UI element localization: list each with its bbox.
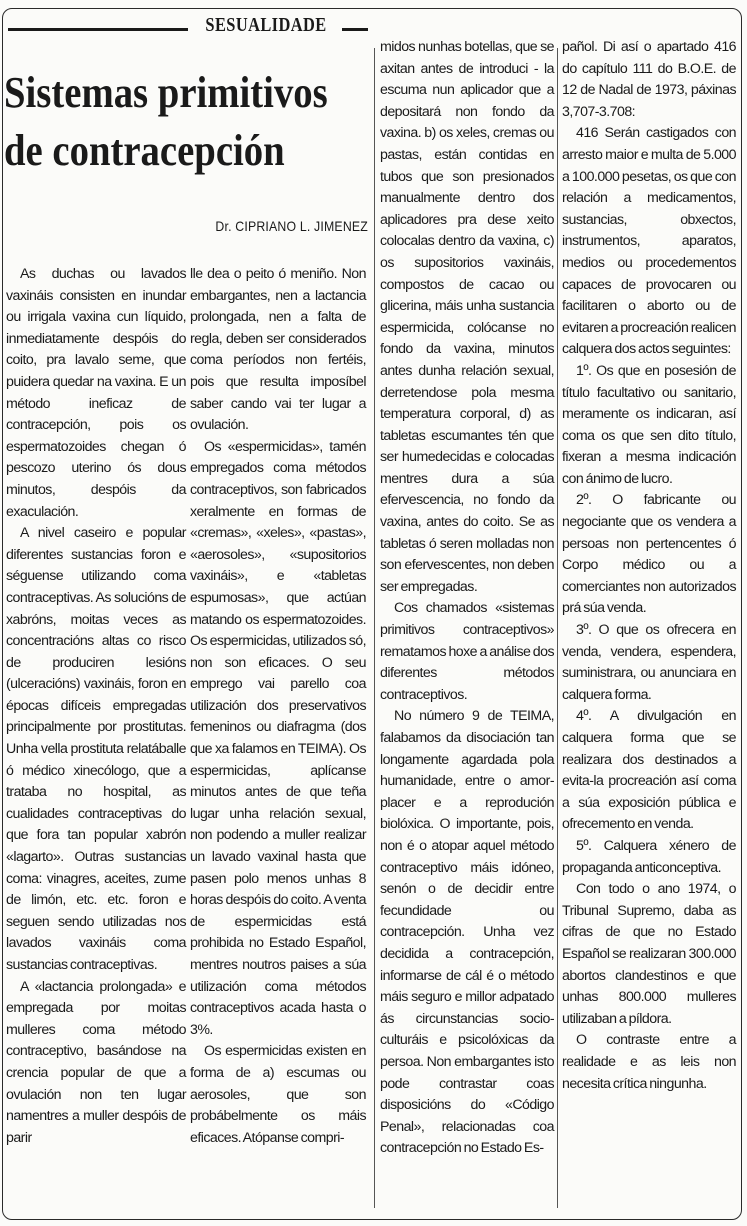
paragraph: Cos chamados «sistemas primitivos contraceptivos» rematamos hoxe a análise dos diferentes métodos contraceptivos. xyxy=(380,600,554,703)
paragraph: 2º. O fabricante ou negociante que os vendera a persoas non pertencentes ó Corpo médico ou a comerciantes non autorizados prá súa venda. xyxy=(562,492,736,617)
paragraph: A nivel caseiro e popular diferentes sustancias foron e séguense utilizando coma contraceptivas. As solucións de xabróns, moitas veces as concentracións altas co risco de produciren lesións (ulceracións) vaxináis, foron en épocas difíceis empregadas principalmente por prostitutas. Unha vella prostituta relatáballe ó médico xinecólogo, que a trataba no hospital, as cualidades contraceptivas do que fora tan popular xabrón «lagarto». Outras sustancias coma: vinagres, aceites, zume de limón, etc. etc. foron e seguen sendo utilizadas nos lavados vaxináis coma sustancias contraceptivas. xyxy=(6,525,186,973)
column-divider xyxy=(557,48,558,1208)
text-column-2 xyxy=(190,264,366,1149)
paragraph: pañol. Di así o apartado 416 do capítulo 111 do B.O.E. de 12 de Nadal de 1973, páxinas 3,707-3.708: xyxy=(562,39,736,120)
paragraph: Os espermicidas existen en forma de a) escumas ou aerosoles, que son probábelmente os máis eficaces. Atópanse compri- xyxy=(190,1043,366,1146)
paragraph: Con todo o ano 1974, o Tribunal Supremo, daba as cifras de que no Estado Español se realizaran 300.000 abortos clandestinos e que unhas 800.000 mulleres utilizaban a píldora. xyxy=(562,881,736,1027)
section-header xyxy=(0,6,372,46)
headline-line-1: Sistemas primitivos xyxy=(4,68,328,117)
paragraph: 5º. Calquera xénero de propaganda anticonceptiva. xyxy=(562,837,736,876)
paragraph: midos nunhas botellas, que se axitan antes de introduci - la escuma nun aplicador que a depositará non fondo da vaxina. b) os xeles, cremas ou pastas, están contidas en tubos que son presionados manualmente dentro dos aplicadores pra dese xeito colocalas dentro da vaxina, c) os supositorios vaxináis, compostos de cacao ou glicerina, máis unha sustancia espermicida, colócanse no fondo da vaxina, minutos antes dunha relación sexual, derretendose pola mesma temperatura corporal, d) as tabletas escumantes tén que ser humedecidas e colocadas mentres dura a súa efervescencia, no fondo da vaxina, antes do coito. Se as tabletas ó seren molladas non son efervescentes, non deben ser empregadas. xyxy=(380,39,554,595)
paragraph: 4º. A divulgación en calquera forma que se realizara dos destinados a evita-la procreación así coma a súa exposición pública e ofrecemento en venda. xyxy=(562,708,736,833)
paragraph: 416 Serán castigados con arresto maior e multa de 5.000 a 100.000 pesetas, os que con relación a medicamentos, sustancias, obxectos, instrumentos, aparatos, medios ou procedementos capaces de provocaren ou facilitaren o aborto ou de evitaren a procreación realicen calquera dos actos seguintes: xyxy=(562,125,736,358)
section-rule-left xyxy=(8,28,188,31)
text-column-1 xyxy=(6,264,186,1149)
section-rule-right xyxy=(342,28,368,31)
author-byline: Dr. CIPRIANO L. JIMENEZ xyxy=(215,218,368,234)
paragraph: As duchas ou lavados vaxináis consisten en inundar ou irrigala vaxina cun líquido, inmediatamente despóis do coito, pra lavalo seme, que puidera quedar na vaxina. E un método ineficaz de contracepción, pois os espermatozoides chegan ó pescozo uterino ós dous minutos, despóis da exaculación. xyxy=(6,266,186,520)
paragraph: O contraste entre a realidade e as leis non necesita crítica ningunha. xyxy=(562,1032,736,1092)
article-headline xyxy=(4,64,330,180)
paragraph: lle dea o peito ó meniño. Non embargantes, nen a lactancia prolongada, nen a falta de regla, deben ser considerados coma períodos non fertéis, pois que resulta imposíbel saber cando vai ter lugar a ovulación. xyxy=(190,266,366,434)
paragraph: Os «espermicidas», tamén empregados coma métodos contraceptivos, son fabricados xeralmente en formas de «cremas», «xeles», «pastas», «aerosoles», «supositorios vaxináis», e «tabletas espumosas», que actúan matando os espermatozoides. Os espermicidas, utilizados só, non son eficaces. O seu emprego vai parello coa utilización dos preservativos femeninos ou diafragma (dos que xa falamos en TEIMA). Os espermicidas, aplícanse minutos antes de que teña lugar unha relación sexual, non podendo a muller realizar un lavado vaxinal hasta que pasen polo menos unhas 8 horas despóis do coito. A venta de espermicidas está prohibida no Estado Español, mentres noutros paises a súa utilización coma métodos contraceptivos acada hasta o 3%. xyxy=(190,438,366,1038)
column-divider xyxy=(374,48,375,1208)
paragraph: 3º. O que os ofrecera en venda, vendera, espendera, suministrara, ou anunciara en calquera forma. xyxy=(562,622,736,703)
text-column-4 xyxy=(562,37,736,1095)
paragraph: A «lactancia prolongada» e empregada por moitas mulleres coma método contraceptivo, basándose na crencia popular de que a ovulación non ten lugar namentres a muller despóis de parir xyxy=(6,978,186,1146)
text-column-3 xyxy=(380,37,554,1160)
paragraph: 1º. Os que en posesión de título facultativo ou sanitario, meramente os indicaran, así coma os que sen dito título, fixeran a mesma indicación con ánimo de lucro. xyxy=(562,362,736,487)
headline-line-2: de contracepción xyxy=(4,126,285,175)
section-label: SESUALIDADE xyxy=(205,14,327,36)
paragraph: No número 9 de TEIMA, falabamos da disociación tan longamente agardada pola humanidade, entre o amor-placer e a reprodución biolóxica. O importante, pois, non é o atopar aquel método contraceptivo máis idóneo, senón o de decidir entre fecundidade ou contracepción. Unha vez decidida a contracepción, informarse de cál é o método máis seguro e millor adpatado ás circunstancias socio-culturáis e psicolóxicas da persoa. Non embargantes isto pode contrastar coas disposicións do «Código Penal», relacionadas coa contracepción no Estado Es- xyxy=(380,708,554,1157)
